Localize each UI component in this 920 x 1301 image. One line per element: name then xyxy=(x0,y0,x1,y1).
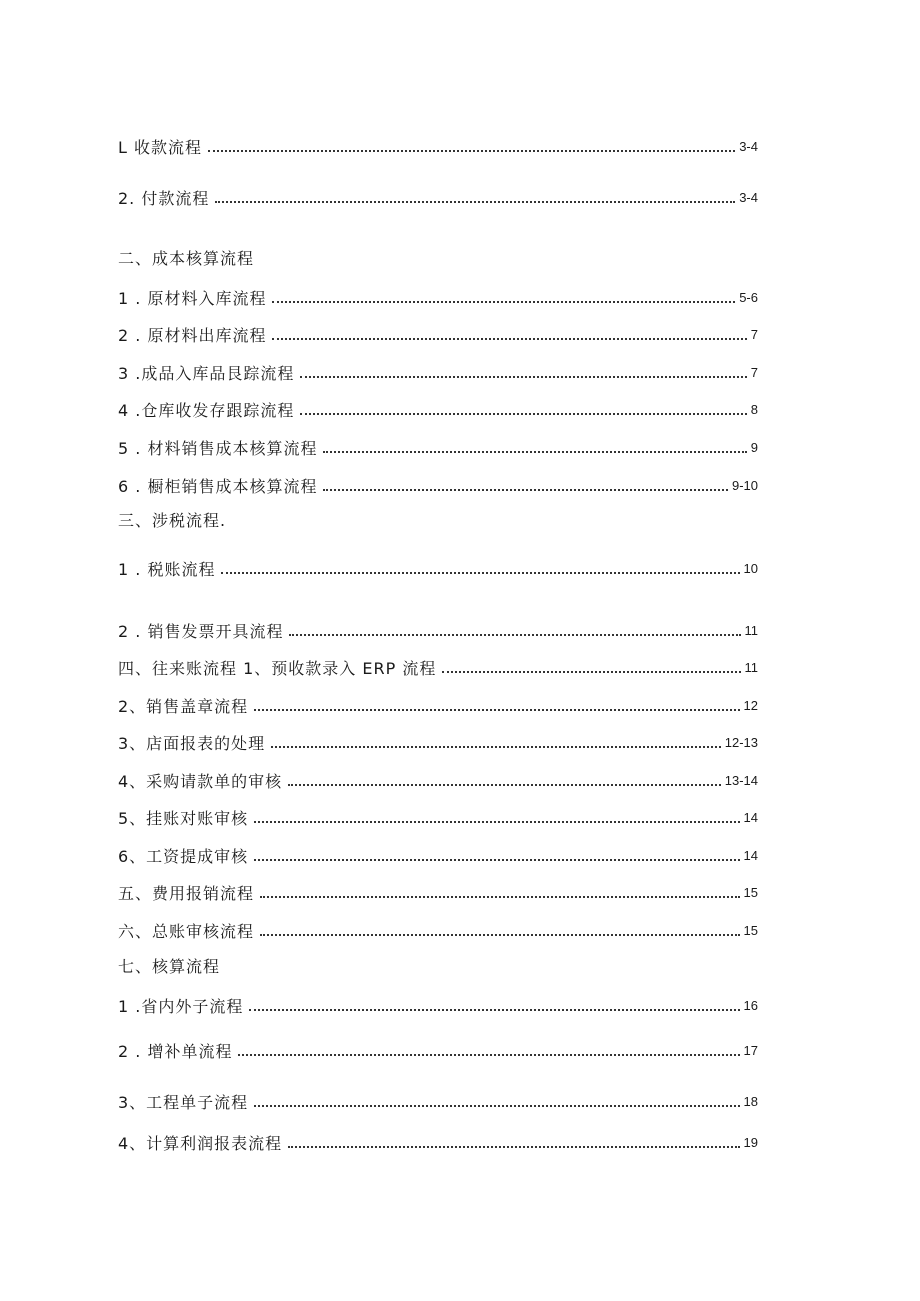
toc-entry-label: 2 . 销售发票开具流程 xyxy=(118,622,284,641)
dot-leader xyxy=(260,920,740,936)
toc-entry-page: 19 xyxy=(743,1135,758,1150)
toc-section-heading[interactable] xyxy=(118,247,254,271)
toc-entry[interactable] xyxy=(118,880,758,904)
toc-entry[interactable] xyxy=(118,397,758,421)
dot-leader xyxy=(272,324,746,340)
toc-entry-label: 4、采购请款单的审核 xyxy=(118,772,283,791)
dot-leader xyxy=(254,695,739,711)
toc-entry-label: 1 . 税账流程 xyxy=(118,560,216,579)
toc-entry[interactable] xyxy=(118,134,758,158)
toc-entry[interactable] xyxy=(118,473,758,497)
toc-entry-label: 2、销售盖章流程 xyxy=(118,697,249,716)
toc-entry[interactable] xyxy=(118,1038,758,1062)
toc-section-label: 二、成本核算流程 xyxy=(118,249,255,268)
toc-section-label: 七、核算流程 xyxy=(118,957,221,976)
toc-entry[interactable] xyxy=(118,918,758,942)
toc-entry[interactable] xyxy=(118,285,758,309)
toc-entry[interactable] xyxy=(118,618,758,642)
dot-leader xyxy=(323,437,746,453)
toc-entry-page: 8 xyxy=(750,402,758,417)
toc-entry-page: 14 xyxy=(743,848,758,863)
toc-entry-page: 12 xyxy=(743,698,758,713)
toc-section-heading[interactable] xyxy=(118,955,220,979)
toc-entry[interactable] xyxy=(118,1089,758,1113)
toc-entry-label: 3、工程单子流程 xyxy=(118,1093,249,1112)
toc-entry-label: L 收款流程 xyxy=(118,138,203,157)
toc-entry[interactable] xyxy=(118,360,758,384)
toc-entry[interactable] xyxy=(118,435,758,459)
toc-entry-page: 7 xyxy=(750,365,758,380)
toc-section-label: 三、涉税流程. xyxy=(118,511,227,530)
dot-leader xyxy=(254,807,739,823)
toc-entry-page: 9-10 xyxy=(731,478,758,493)
toc-entry-label: 2. 付款流程 xyxy=(118,189,210,208)
toc-entry-label: 5、挂账对账审核 xyxy=(118,809,249,828)
toc-entry-label: 六、总账审核流程 xyxy=(118,922,255,941)
toc-entry-label: 五、费用报销流程 xyxy=(118,884,255,903)
toc-entry-page: 3-4 xyxy=(739,190,758,205)
toc-entry-page: 5-6 xyxy=(739,290,758,305)
toc-entry-page: 9 xyxy=(750,440,758,455)
toc-entry-label: 3 .成品入库品艮踪流程 xyxy=(118,364,295,383)
toc-entry-label: 四、往来账流程 1、预收款录入 ERP 流程 xyxy=(118,659,437,678)
toc-entry-label: 5 . 材料销售成本核算流程 xyxy=(118,439,318,458)
toc-entry-page: 16 xyxy=(743,998,758,1013)
toc-entry-label: 1 . 原材料入库流程 xyxy=(118,289,267,308)
toc-entry[interactable] xyxy=(118,730,758,754)
toc-entry-page: 13-14 xyxy=(724,773,758,788)
toc-entry[interactable] xyxy=(118,768,758,792)
dot-leader xyxy=(323,475,728,491)
dot-leader xyxy=(249,995,739,1011)
dot-leader xyxy=(289,620,740,636)
toc-entry-label: 6 . 橱柜销售成本核算流程 xyxy=(118,477,318,496)
toc-entry[interactable] xyxy=(118,993,758,1017)
toc-entry-page: 7 xyxy=(750,327,758,342)
toc-entry-label: 4 .仓库收发存跟踪流程 xyxy=(118,401,295,420)
toc-section-heading[interactable] xyxy=(118,509,226,533)
toc-entry-page: 11 xyxy=(744,660,758,675)
toc-entry-page: 15 xyxy=(743,885,758,900)
dot-leader xyxy=(271,732,721,748)
toc-entry[interactable] xyxy=(118,843,758,867)
toc-entry-page: 12-13 xyxy=(724,735,758,750)
toc-entry[interactable] xyxy=(118,693,758,717)
toc-entry-label: 3、店面报表的处理 xyxy=(118,734,266,753)
toc-entry[interactable] xyxy=(118,556,758,580)
toc-entry-label: 4、计算利润报表流程 xyxy=(118,1134,283,1153)
dot-leader xyxy=(208,136,735,152)
toc-entry-page: 11 xyxy=(744,623,758,638)
toc-entry[interactable] xyxy=(118,655,758,679)
toc-entry-label: 1 .省内外子流程 xyxy=(118,997,244,1016)
toc-entry-label: 6、工资提成审核 xyxy=(118,847,249,866)
toc-entry[interactable] xyxy=(118,1130,758,1154)
dot-leader xyxy=(254,1091,739,1107)
toc-entry-page: 18 xyxy=(743,1094,758,1109)
dot-leader xyxy=(288,770,721,786)
dot-leader xyxy=(442,657,740,673)
dot-leader xyxy=(254,845,739,861)
toc-entry-page: 10 xyxy=(743,561,758,576)
dot-leader xyxy=(215,187,735,203)
dot-leader xyxy=(221,558,739,574)
toc-entry[interactable] xyxy=(118,805,758,829)
dot-leader xyxy=(300,362,746,378)
dot-leader xyxy=(272,287,735,303)
dot-leader xyxy=(238,1040,739,1056)
dot-leader xyxy=(300,399,746,415)
toc-entry[interactable] xyxy=(118,185,758,209)
toc-entry-page: 14 xyxy=(743,810,758,825)
toc-entry-page: 15 xyxy=(743,923,758,938)
dot-leader xyxy=(260,882,740,898)
toc-entry[interactable] xyxy=(118,322,758,346)
toc-entry-page: 17 xyxy=(743,1043,758,1058)
toc-entry-label: 2 . 原材料出库流程 xyxy=(118,326,267,345)
dot-leader xyxy=(288,1132,739,1148)
toc-entry-label: 2 . 增补单流程 xyxy=(118,1042,233,1061)
toc-entry-page: 3-4 xyxy=(739,139,758,154)
